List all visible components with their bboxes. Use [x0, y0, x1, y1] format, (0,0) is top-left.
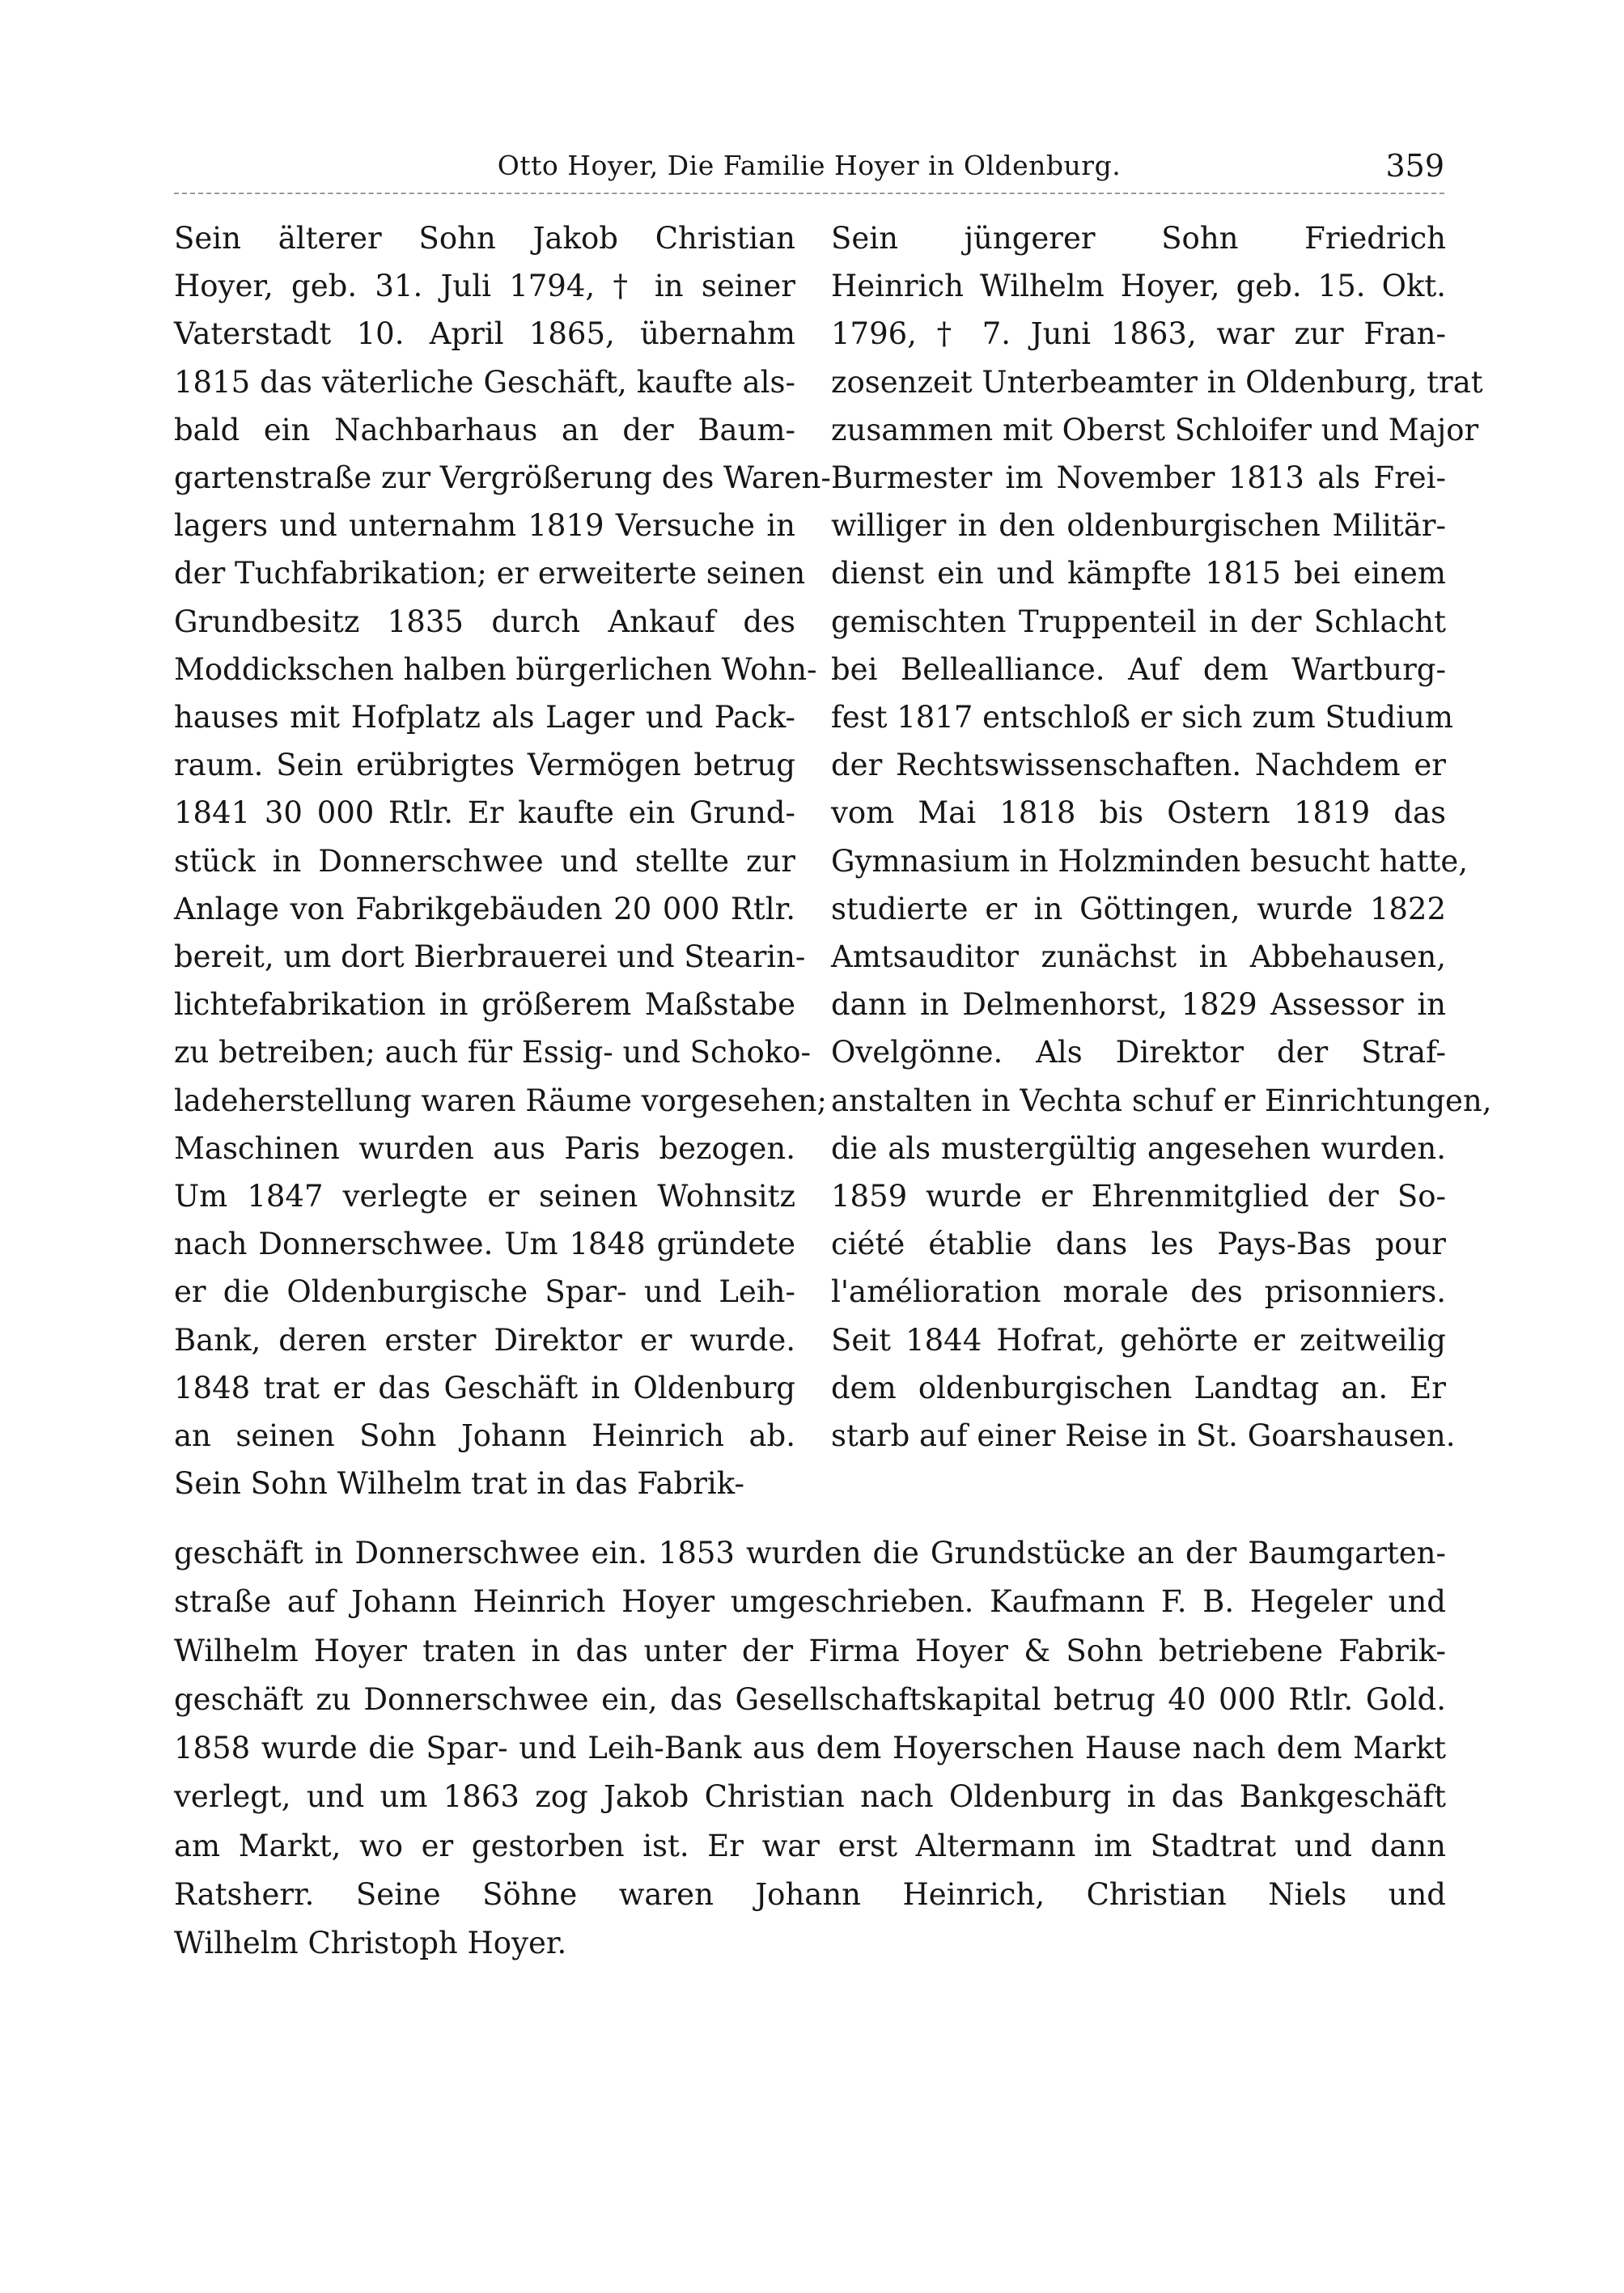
text-line: der Rechtswissenschaften. Nachdem er: [831, 748, 1446, 783]
text-line: Anlage von Fabrikgebäuden 20 000 Rtlr.: [174, 891, 795, 926]
text-line: gartenstraße zur Vergrößerung des Waren-: [174, 460, 831, 496]
text-line: l'amélioration morale des prisonniers.: [831, 1274, 1446, 1310]
text-line: lichtefabrikation in größerem Maßstabe: [174, 987, 795, 1023]
text-line: williger in den oldenburgischen Militär-: [831, 508, 1446, 544]
text-line: starb auf einer Reise in St. Goarshausen.: [831, 1418, 1456, 1454]
text-line: dann in Delmenhorst, 1829 Assessor in: [831, 987, 1446, 1023]
text-line: bald ein Nachbarhaus an der Baum-: [174, 412, 795, 447]
text-line: bereit, um dort Bierbrauerei und Stearin-: [174, 939, 806, 975]
text-line: Maschinen wurden aus Paris bezogen.: [174, 1130, 795, 1166]
running-head-title: Otto Hoyer, Die Familie Hoyer in Oldenburg.: [497, 150, 1122, 181]
text-line: anstalten in Vechta schuf er Einrichtungen,: [831, 1083, 1492, 1118]
text-line: fest 1817 entschloß er sich zum Studium: [831, 700, 1453, 735]
header-rule: [174, 193, 1444, 194]
text-line: hauses mit Hofplatz als Lager und Pack-: [174, 700, 795, 735]
text-line: Sein jüngerer Sohn Friedrich: [831, 221, 1446, 256]
text-line: raum. Sein erübrigtes Vermögen betrug: [174, 748, 795, 783]
page-number: 359: [1385, 148, 1444, 184]
text-line: Vaterstadt 10. April 1865, übernahm: [174, 316, 795, 352]
text-line: dienst ein und kämpfte 1815 bei einem: [831, 556, 1446, 591]
text-line: zu betreiben; auch für Essig- und Schoko-: [174, 1035, 812, 1070]
text-line: 1848 trat er das Geschäft in Oldenburg: [174, 1370, 795, 1405]
text-line: zusammen mit Oberst Schloifer und Major: [831, 412, 1479, 447]
text-line: Grundbesitz 1835 durch Ankauf des: [174, 604, 795, 639]
text-line: dem oldenburgischen Landtag an. Er: [831, 1370, 1446, 1405]
text-line: Seit 1844 Hofrat, gehörte er zeitweilig: [831, 1322, 1446, 1358]
text-line: Amtsauditor zunächst in Abbehausen,: [831, 939, 1446, 975]
text-line: Ratsherr. Seine Söhne waren Johann Heinrich, Christian Niels und: [174, 1877, 1446, 1913]
text-line: Gymnasium in Holzminden besucht hatte,: [831, 843, 1469, 879]
text-line: an seinen Sohn Johann Heinrich ab.: [174, 1418, 795, 1454]
text-line: 1858 wurde die Spar- und Leih-Bank aus dem Hoyerschen Hause nach dem Markt: [174, 1731, 1446, 1766]
text-line: straße auf Johann Heinrich Hoyer umgeschrieben. Kaufmann F. B. Hegeler und: [174, 1584, 1446, 1620]
text-line: die als mustergültig angesehen wurden.: [831, 1130, 1446, 1166]
text-line: Bank, deren erster Direktor er wurde.: [174, 1322, 795, 1358]
text-line: der Tuchfabrikation; er erweiterte seinen: [174, 556, 806, 591]
text-line: Sein älterer Sohn Jakob Christian: [174, 221, 795, 256]
text-line: 1815 das väterliche Geschäft, kaufte als-: [174, 364, 795, 400]
running-head: [174, 146, 1444, 186]
text-line: am Markt, wo er gestorben ist. Er war erst Altermann im Stadtrat und dann: [174, 1828, 1446, 1863]
text-line: nach Donnerschwee. Um 1848 gründete: [174, 1227, 795, 1262]
text-line: ciété établie dans les Pays-Bas pour: [831, 1227, 1446, 1262]
text-line: 1796, † 7. Juni 1863, war zur Fran-: [831, 316, 1446, 352]
text-line: geschäft in Donnerschwee ein. 1853 wurden die Grundstücke an der Baumgarten-: [174, 1536, 1446, 1570]
text-line: Heinrich Wilhelm Hoyer, geb. 15. Okt.: [831, 269, 1446, 304]
text-line: ladeherstellung waren Räume vorgesehen;: [174, 1083, 828, 1118]
text-line: verlegt, und um 1863 zog Jakob Christian nach Oldenburg in das Bankgeschäft: [174, 1779, 1446, 1815]
text-line: Burmester im November 1813 als Frei-: [831, 460, 1446, 496]
text-line: Sein Sohn Wilhelm trat in das Fabrik-: [174, 1466, 745, 1502]
text-line: 1859 wurde er Ehrenmitglied der So-: [831, 1179, 1446, 1214]
text-line: lagers und unternahm 1819 Versuche in: [174, 508, 795, 544]
text-line: studierte er in Göttingen, wurde 1822: [831, 891, 1446, 926]
text-line: bei Bellealliance. Auf dem Wartburg-: [831, 651, 1446, 687]
text-line: Um 1847 verlegte er seinen Wohnsitz: [174, 1179, 795, 1214]
text-line: zosenzeit Unterbeamter in Oldenburg, trat: [831, 364, 1483, 400]
text-line: er die Oldenburgische Spar- und Leih-: [174, 1274, 795, 1310]
text-line: gemischten Truppenteil in der Schlacht: [831, 604, 1446, 639]
text-line: 1841 30 000 Rtlr. Er kaufte ein Grund-: [174, 795, 795, 831]
text-line: geschäft zu Donnerschwee ein, das Gesellschaftskapital betrug 40 000 Rtlr. Gold.: [174, 1681, 1446, 1717]
text-line: Moddickschen halben bürgerlichen Wohn-: [174, 651, 817, 687]
text-line: vom Mai 1818 bis Ostern 1819 das: [831, 795, 1446, 831]
text-line: Hoyer, geb. 31. Juli 1794, † in seiner: [174, 269, 795, 304]
left-column: [174, 214, 831, 1507]
text-line: Wilhelm Hoyer traten in das unter der Firma Hoyer & Sohn betriebene Fabrik-: [174, 1633, 1446, 1668]
text-line: Ovelgönne. Als Direktor der Straf-: [831, 1035, 1446, 1070]
text-line: stück in Donnerschwee und stellte zur: [174, 843, 795, 879]
text-line: Wilhelm Christoph Hoyer.: [174, 1926, 567, 1961]
full-width-paragraph: [174, 1529, 1446, 1969]
right-column: [831, 214, 1492, 1460]
